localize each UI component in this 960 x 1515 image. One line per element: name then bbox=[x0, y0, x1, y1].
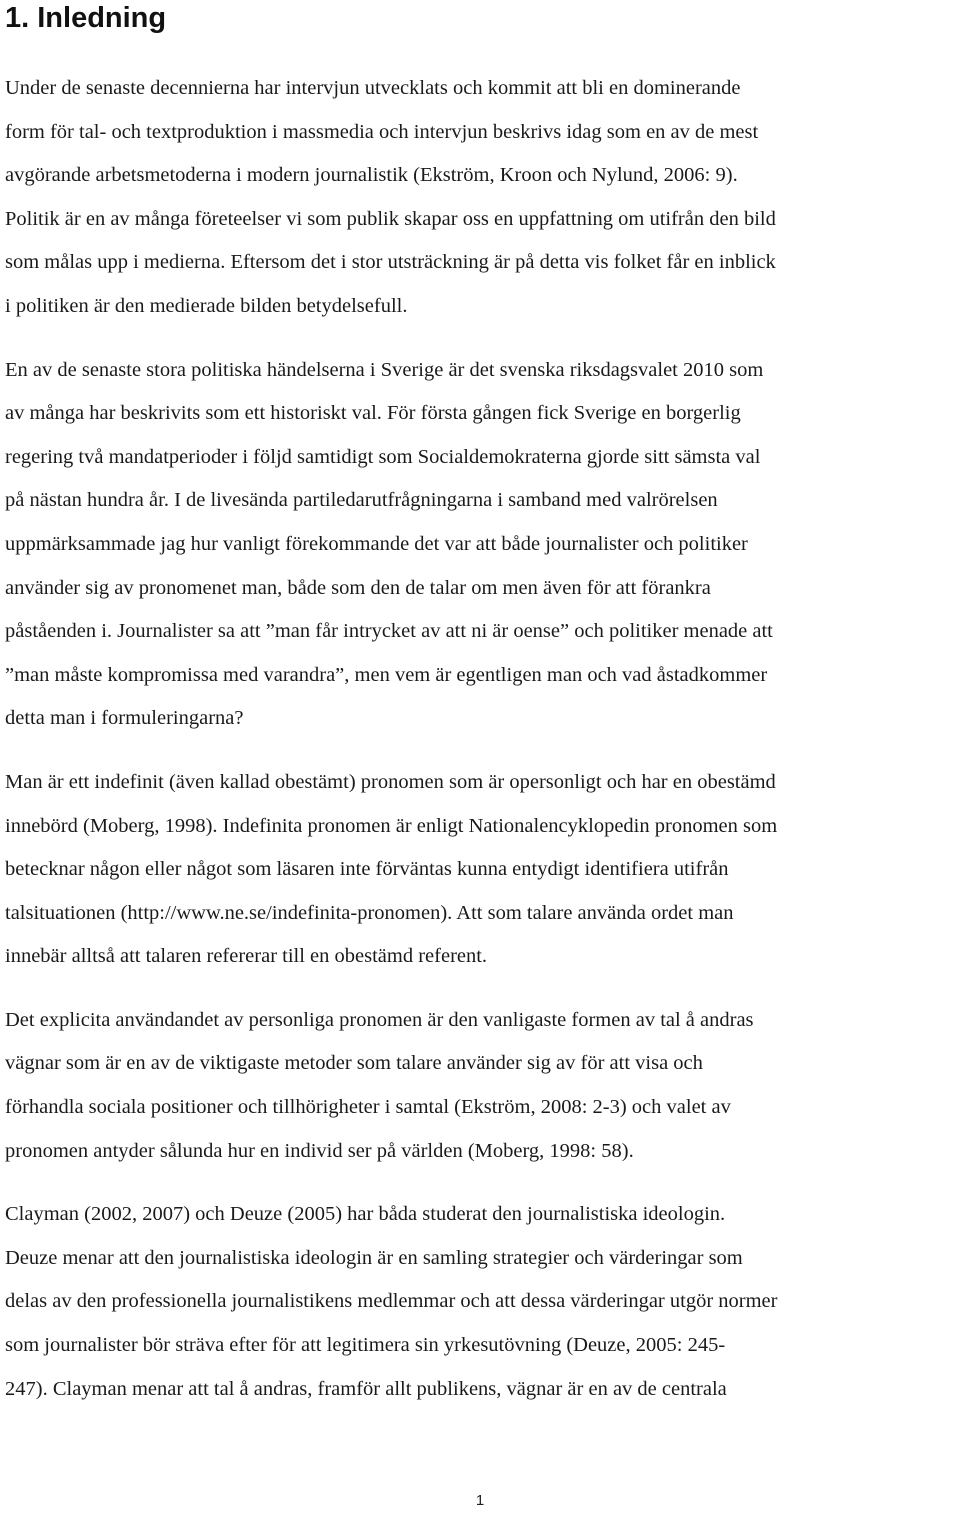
paragraph bbox=[5, 1193, 957, 1411]
text-line: delas av den professionella journalistikens medlemmar och att dessa värderingar utgör normer bbox=[5, 1290, 778, 1313]
paragraph bbox=[5, 349, 957, 741]
text-line: innebär alltså att talaren refererar till en obestämd referent. bbox=[5, 945, 488, 968]
page-number: 1 bbox=[475, 1492, 485, 1509]
text-line: påståenden i. Journalister sa att ”man får intrycket av att ni är oense” och politiker menade att bbox=[5, 620, 773, 643]
text-line: på nästan hundra år. I de livesända partiledarutfrågningarna i samband med valrörelsen bbox=[5, 489, 718, 512]
text-line: som målas upp i medierna. Eftersom det i stor utsträckning är på detta vis folket får en inblick bbox=[5, 251, 776, 274]
paragraph bbox=[5, 67, 957, 329]
text-line: Man är ett indefinit (även kallad obestämt) pronomen som är opersonligt och har en obestämd bbox=[5, 770, 776, 793]
text-line: i politiken är den medierade bilden betydelsefull. bbox=[5, 294, 408, 317]
text-line: ”man måste kompromissa med varandra”, men vem är egentligen man och vad åstadkommer bbox=[5, 663, 768, 686]
text-line: innebörd (Moberg, 1998). Indefinita pronomen är enligt Nationalencyklopedin pronomen som bbox=[5, 814, 778, 837]
text-line: Clayman (2002, 2007) och Deuze (2005) har båda studerat den journalistiska ideologin. bbox=[5, 1203, 726, 1226]
paragraph bbox=[5, 761, 957, 979]
text-line: talsituationen (http://www.ne.se/indefinita-pronomen). Att som talare använda ordet man bbox=[5, 901, 734, 924]
paragraph bbox=[5, 999, 957, 1173]
text-line: En av de senaste stora politiska händelserna i Sverige är det svenska riksdagsvalet 2010 som bbox=[5, 358, 764, 381]
text-line: Under de senaste decennierna har intervjun utvecklats och kommit att bli en dominerande bbox=[5, 77, 741, 99]
text-line: detta man i formuleringarna? bbox=[5, 707, 244, 730]
text-line: av många har beskrivits som ett historiskt val. För första gången fick Sverige en borgerlig bbox=[5, 402, 741, 425]
text-line: Det explicita användandet av personliga pronomen är den vanligaste formen av tal å andras bbox=[5, 1008, 754, 1031]
text-line: Deuze menar att den journalistiska ideologin är en samling strategier och värderingar som bbox=[5, 1246, 743, 1269]
text-line: uppmärksammade jag hur vanligt förekommande det var att både journalister och politiker bbox=[5, 532, 748, 555]
text-line: som journalister bör sträva efter för att legitimera sin yrkesutövning (Deuze, 2005: 245- bbox=[5, 1334, 726, 1357]
text-line: avgörande arbetsmetoderna i modern journalistik (Ekström, Kroon och Nylund, 2006: 9). bbox=[5, 164, 738, 187]
text-line: 247). Clayman menar att tal å andras, framför allt publikens, vägnar är en av de centrala bbox=[5, 1377, 727, 1400]
text-line: form för tal- och textproduktion i massmedia och intervjun beskrivs idag som en av de mest bbox=[5, 120, 759, 143]
text-line: pronomen antyder sålunda hur en individ ser på världen (Moberg, 1998: 58). bbox=[5, 1139, 634, 1162]
text-line: använder sig av pronomenet man, både som den de talar om men även för att förankra bbox=[5, 576, 711, 599]
body-text bbox=[5, 67, 957, 1411]
section-heading: 1. Inledning bbox=[5, 2, 167, 34]
text-line: Politik är en av många företeelser vi som publik skapar oss en uppfattning om utifrån den bild bbox=[5, 207, 776, 230]
text-line: förhandla sociala positioner och tillhörigheter i samtal (Ekström, 2008: 2-3) och valet av bbox=[5, 1096, 731, 1119]
text-line: vägnar som är en av de viktigaste metoder som talare använder sig av för att visa och bbox=[5, 1052, 703, 1075]
text-line: betecknar någon eller något som läsaren inte förväntas kunna entydigt identifiera utifrån bbox=[5, 858, 729, 881]
text-line: regering två mandatperioder i följd samtidigt som Socialdemokraterna gjorde sitt sämsta val bbox=[5, 445, 761, 468]
